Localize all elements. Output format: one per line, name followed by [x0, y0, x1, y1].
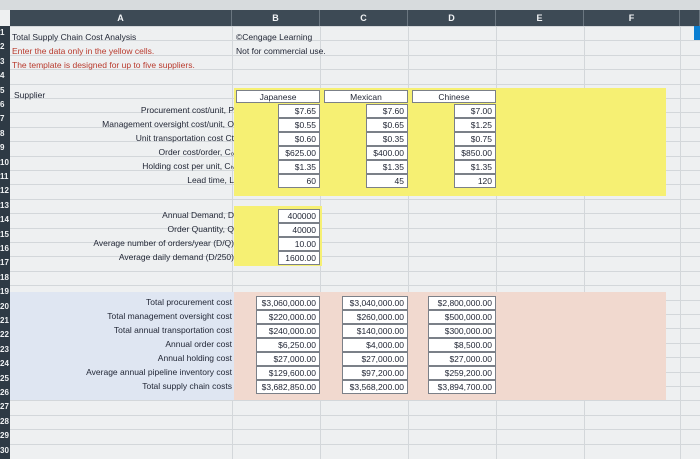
grid-line: [10, 285, 700, 286]
chinese-leadtime-cell[interactable]: 120: [454, 174, 496, 188]
japanese-annual-order[interactable]: $6,250.00: [256, 338, 320, 352]
japanese-leadtime-cell[interactable]: 60: [278, 174, 320, 188]
label-daily-demand: Average daily demand (D/250): [118, 252, 234, 262]
supplier-label: Supplier: [14, 90, 46, 100]
row-header[interactable]: 16: [0, 244, 9, 253]
row-header[interactable]: 5: [0, 85, 5, 95]
row-header[interactable]: 17: [0, 258, 9, 268]
supplier-header-mexican[interactable]: Mexican: [324, 90, 408, 103]
grid-line: [10, 26, 700, 27]
row-header[interactable]: 6: [0, 100, 5, 109]
row-header[interactable]: 3: [0, 56, 5, 66]
row-header[interactable]: 4: [0, 71, 5, 81]
japanese-total-management[interactable]: $220,000.00: [256, 310, 320, 324]
label-order-quantity: Order Quantity, Q: [167, 224, 234, 234]
chinese-management-cell[interactable]: $1.25: [454, 118, 496, 132]
row-header[interactable]: 30: [0, 445, 9, 455]
mexican-pipeline-inventory[interactable]: $97,200.00: [342, 366, 408, 380]
row-header[interactable]: 20: [0, 301, 9, 311]
row-header[interactable]: 21: [0, 316, 9, 325]
label-total-management: Total management oversight cost: [107, 311, 232, 321]
label-procurement-cost: Procurement cost/unit, P: [140, 105, 234, 115]
japanese-total-supply-chain[interactable]: $3,682,850.00: [256, 380, 320, 394]
japanese-holding-cell[interactable]: $1.35: [278, 160, 320, 174]
label-annual-order: Annual order cost: [165, 339, 232, 349]
column-header-e[interactable]: E: [496, 10, 584, 26]
mexican-leadtime-cell[interactable]: 45: [366, 174, 408, 188]
japanese-total-procurement[interactable]: $3,060,000.00: [256, 296, 320, 310]
supplier-header-chinese[interactable]: Chinese: [412, 90, 496, 103]
japanese-annual-holding[interactable]: $27,000.00: [256, 352, 320, 366]
row-header[interactable]: 23: [0, 344, 9, 354]
instruction-line-1: Enter the data only in the yellow cells.: [12, 46, 155, 56]
grid-line: [10, 444, 700, 445]
grid-line: [10, 199, 700, 200]
mexican-holding-cell[interactable]: $1.35: [366, 160, 408, 174]
mexican-transport-cell[interactable]: $0.35: [366, 132, 408, 146]
supplier-header-japanese[interactable]: Japanese: [236, 90, 320, 103]
mexican-order-cell[interactable]: $400.00: [366, 146, 408, 160]
label-pipeline-inventory: Average annual pipeline inventory cost: [86, 367, 232, 377]
column-header-d[interactable]: D: [408, 10, 496, 26]
row-header[interactable]: 9: [0, 143, 5, 153]
label-total-procurement: Total procurement cost: [146, 297, 232, 307]
chinese-holding-cell[interactable]: $1.35: [454, 160, 496, 174]
chinese-transport-cell[interactable]: $0.75: [454, 132, 496, 146]
chinese-procurement-cell[interactable]: $7.00: [454, 104, 496, 118]
label-annual-demand: Annual Demand, D: [162, 210, 234, 220]
japanese-management-cell[interactable]: $0.55: [278, 118, 320, 132]
grid-line: [10, 213, 700, 214]
annual-demand-cell[interactable]: 400000: [278, 209, 320, 223]
mexican-management-cell[interactable]: $0.65: [366, 118, 408, 132]
japanese-order-cell[interactable]: $625.00: [278, 146, 320, 160]
label-holding-cost: Holding cost per unit, Cₕ: [142, 161, 234, 171]
mexican-total-transport[interactable]: $140,000.00: [342, 324, 408, 338]
label-annual-holding: Annual holding cost: [157, 353, 232, 363]
mexican-annual-order[interactable]: $4,000.00: [342, 338, 408, 352]
column-header-a[interactable]: A: [10, 10, 232, 26]
mexican-annual-holding[interactable]: $27,000.00: [342, 352, 408, 366]
chinese-total-transport[interactable]: $300,000.00: [428, 324, 496, 338]
instruction-line-2: The template is designed for up to five suppliers.: [12, 60, 195, 70]
row-header[interactable]: 13: [0, 200, 9, 210]
grid-line: [10, 84, 700, 85]
label-management-cost: Management oversight cost/unit, O: [102, 119, 234, 129]
mexican-total-supply-chain[interactable]: $3,568,200.00: [342, 380, 408, 394]
row-header[interactable]: 10: [0, 157, 9, 167]
mexican-procurement-cell[interactable]: $7.60: [366, 104, 408, 118]
daily-demand-cell[interactable]: 1600.00: [278, 251, 320, 265]
row-header[interactable]: 24: [0, 359, 9, 369]
column-header-g[interactable]: [680, 10, 700, 26]
row-header[interactable]: 28: [0, 416, 9, 426]
row-header[interactable]: 29: [0, 431, 9, 441]
selection-marker: [694, 26, 700, 40]
label-lead-time: Lead time, L: [187, 175, 234, 185]
grid-line: [10, 429, 700, 430]
row-header[interactable]: 14: [0, 215, 9, 225]
japanese-total-transport[interactable]: $240,000.00: [256, 324, 320, 338]
label-total-transport: Total annual transportation cost: [113, 325, 232, 335]
row-header[interactable]: 26: [0, 388, 9, 397]
mexican-total-procurement[interactable]: $3,040,000.00: [342, 296, 408, 310]
commercial-note: Not for commercial use.: [236, 46, 326, 56]
copyright-note: ©Cengage Learning: [236, 32, 313, 42]
row-header[interactable]: 11: [0, 172, 9, 181]
row-header[interactable]: 15: [0, 229, 9, 239]
row-header[interactable]: 2: [0, 42, 5, 52]
row-header[interactable]: 22: [0, 330, 9, 340]
grid-line: [10, 415, 700, 416]
row-header[interactable]: 7: [0, 114, 5, 124]
label-order-cost: Order cost/order, Cₒ: [158, 147, 234, 157]
label-total-supply-chain: Total supply chain costs: [142, 381, 232, 391]
grid-line: [10, 400, 700, 401]
grid-line: [10, 256, 700, 257]
toolbar-strip: [0, 0, 700, 10]
mexican-total-management[interactable]: $260,000.00: [342, 310, 408, 324]
chinese-order-cell[interactable]: $850.00: [454, 146, 496, 160]
japanese-transport-cell[interactable]: $0.60: [278, 132, 320, 146]
grid-line: [10, 228, 700, 229]
column-header-c[interactable]: C: [320, 10, 408, 26]
orders-per-year-cell[interactable]: 10.00: [278, 237, 320, 251]
japanese-procurement-cell[interactable]: $7.65: [278, 104, 320, 118]
row-header[interactable]: 12: [0, 186, 9, 196]
row-header[interactable]: 19: [0, 287, 9, 297]
chinese-annual-order[interactable]: $8,500.00: [428, 338, 496, 352]
row-header[interactable]: 25: [0, 373, 9, 383]
row-header[interactable]: 8: [0, 128, 5, 138]
sheet-title: Total Supply Chain Cost Analysis: [12, 32, 137, 42]
chinese-pipeline-inventory[interactable]: $259,200.00: [428, 366, 496, 380]
label-transport-cost: Unit transportation cost Ct: [135, 133, 234, 143]
row-header[interactable]: 18: [0, 272, 9, 282]
label-orders-per-year: Average number of orders/year (D/Q): [93, 238, 234, 248]
chinese-total-procurement[interactable]: $2,800,000.00: [428, 296, 496, 310]
grid-line: [10, 271, 700, 272]
japanese-pipeline-inventory[interactable]: $129,600.00: [256, 366, 320, 380]
column-header-b[interactable]: B: [232, 10, 320, 26]
row-header[interactable]: 27: [0, 402, 9, 412]
chinese-annual-holding[interactable]: $27,000.00: [428, 352, 496, 366]
column-header-f[interactable]: F: [584, 10, 680, 26]
chinese-total-supply-chain[interactable]: $3,894,700.00: [428, 380, 496, 394]
row-header[interactable]: 1: [0, 28, 5, 37]
order-quantity-cell[interactable]: 40000: [278, 223, 320, 237]
chinese-total-management[interactable]: $500,000.00: [428, 310, 496, 324]
